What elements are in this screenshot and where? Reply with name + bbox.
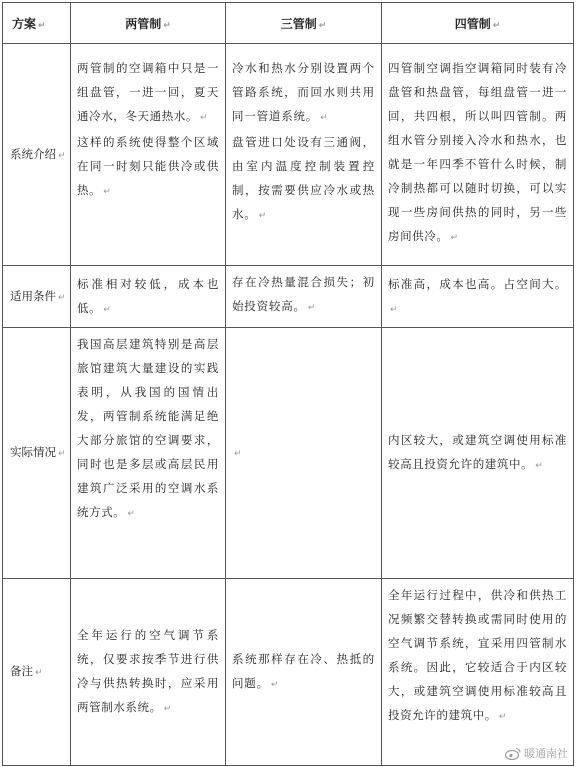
weibo-icon bbox=[505, 747, 521, 760]
row-applicable-conditions bbox=[3, 266, 574, 328]
cell-four-pipe-remarks: 全年运行过程中，供冷和供热工况频繁交替转换或需同时使用的空气调节系统，宜采用四管制水系统。因此，它较适合于内区较大，或建筑空调使用标准较高且投资允许的建筑中。 ↵ bbox=[382, 579, 574, 766]
cell-three-pipe-intro: 冷水和热水分别设置两个管路系统，而回水则共用同一管道系统。 ↵ 盘管进口处设有三通阀，由室内温度控制装置控制，按需要供应冷水或热水。 ↵ bbox=[226, 44, 382, 266]
row-actual-situation bbox=[3, 328, 574, 579]
cell-four-pipe-applicable: 标准高，成本也高。占空间大。↵ bbox=[382, 266, 574, 328]
watermark-text: 暖通南社 bbox=[524, 747, 568, 760]
cell-two-pipe-applicable: 标准相对较低，成本也低。 ↵ bbox=[71, 266, 226, 328]
row-label-applicable: 适用条件 ↵ bbox=[3, 266, 71, 328]
header-three-pipe: 三管制 ↵ bbox=[226, 3, 382, 44]
cell-three-pipe-remarks: 系统那样存在冷、热抵的问题。 ↵ bbox=[226, 579, 382, 766]
cell-three-pipe-actual: ↵ bbox=[226, 328, 382, 579]
row-label-actual: 实际情况 ↵ bbox=[3, 328, 71, 579]
cell-four-pipe-actual: 内区较大，或建筑空调使用标准较高且投资允许的建筑中。 ↵ bbox=[382, 328, 574, 579]
row-label-remarks: 备注 ↵ bbox=[3, 579, 71, 766]
cell-two-pipe-intro: 两管制的空调箱中只是一组盘管，一进一回，夏天通冷水，冬天通热水。 ↵ 这样的系统使得整个区域在同一时刻只能供冷或供热。 ↵ bbox=[71, 44, 226, 266]
cell-two-pipe-actual: 我国高层建筑特别是高层旅馆建筑大量建设的实践表明，从我国的国情出发，两管制系统能满足绝大部分旅馆的空调要求，同时也是多层或高层民用建筑广泛采用的空调水系统方式。 ↵ bbox=[71, 328, 226, 579]
header-four-pipe: 四管制 ↵ bbox=[382, 3, 574, 44]
comparison-table bbox=[2, 2, 574, 766]
watermark bbox=[505, 745, 568, 761]
cell-two-pipe-remarks: 全年运行的空气调节系统，仅要求按季节进行供冷与供热转换时，应采用两管制水系统。 ↵ bbox=[71, 579, 226, 766]
header-two-pipe: 两管制 ↵ bbox=[71, 3, 226, 44]
row-remarks bbox=[3, 579, 574, 766]
cell-four-pipe-intro: 四管制空调指空调箱同时装有冷盘管和热盘管，每组盘管一进一回，共四根，所以叫四管制。两组水管分别接入冷水和热水，也就是一年四季不管什么时候，制冷制热都可以随时切换，可以实现一些房间供热的同时，另一些房间供冷。 ↵ bbox=[382, 44, 574, 266]
cell-three-pipe-applicable: 存在冷热量混合损失；初始投资较高。 ↵ bbox=[226, 266, 382, 328]
header-scheme: 方案 ↵ bbox=[3, 3, 71, 44]
row-label-system-intro: 系统介绍 ↵ bbox=[3, 44, 71, 266]
header-row bbox=[3, 3, 574, 44]
row-system-intro bbox=[3, 44, 574, 266]
